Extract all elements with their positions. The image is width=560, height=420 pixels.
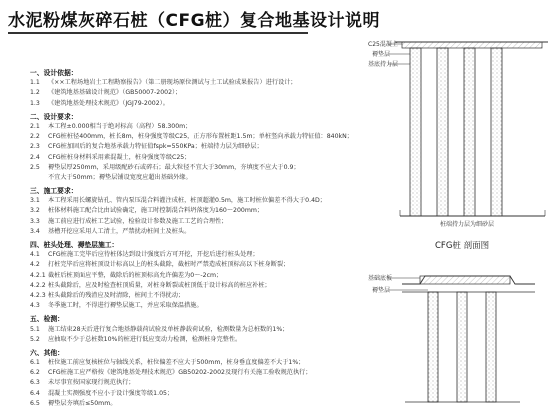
section-heading: 六、其他： [30,348,64,357]
clause-number: 4.1 [30,251,40,259]
clause-text: 基槽开挖应采用人工清土，严禁扰动桩间土及桩头。 [48,227,191,235]
section-heading: 四、桩头处理、褥垫层施工： [30,241,119,249]
clause-text: CFG桩桩径400mm，桩长8m，桩身强度等级C25，正方形布置桩距1.5m；单桩竖向承载力特征值：840kN； [48,133,353,141]
section-heading: 五、检测： [30,315,64,324]
clause-number: 2.4 [30,153,40,161]
clause-text: 不宜大于50mm；褥垫层铺设宽度应超出基础外缘。 [48,173,192,181]
pile-3 [464,48,475,216]
section-heading: 一、设计依据： [30,69,78,77]
cfg-pile-section-2 [368,274,535,402]
pile-5 [428,292,438,402]
pile-7 [486,292,496,402]
label-concrete: C25混凝土 [368,41,398,48]
pile-6 [457,292,467,402]
clause-text: 本工程采用长螺旋钻孔、管内泵压混合料灌注成桩，桩顶超灌0.5m，施工时桩位偏差不得大于0.4D； [48,197,326,205]
clause-number: 3.4 [30,227,40,235]
pile-4 [491,48,502,216]
drawing-caption: CFG桩 剖面图 [435,241,490,251]
clause-number: 1.1 [30,79,40,87]
clause-number: 6.1 [30,359,40,367]
clause-text: CFG桩桩身材料采用素混凝土，桩身强度等级C25； [48,153,191,161]
clause-text: 截桩后桩顶面应平整，截除后的桩顶标高允许偏差为0～-2cm； [48,271,223,279]
clause-number: 4.2.2 [30,281,46,289]
clause-text: 桩体材料施工配合比由试验确定，施工时控制混合料坍落度为160～200mm； [48,207,264,215]
clause-text: 桩位施工前应复核桩位与轴线关系，桩位偏差不应大于500mm，桩身垂直度偏差不大于1%； [48,359,305,367]
clause-number: 4.2 [30,261,40,269]
section-heading: 二、设计要求： [30,112,78,121]
clause-text: 《建筑地基基础设计规范》（GB50007-2002）； [48,89,182,97]
clause-number: 3.2 [30,207,40,215]
section-heading: 三、施工要求： [30,187,78,196]
pile-1 [410,48,421,216]
clause-number: 1.2 [30,89,40,97]
clause-number: 4.2.1 [30,271,46,279]
clause-number: 6.3 [30,379,40,387]
cfg-pile-section-1 [368,40,548,228]
clause-number: 2.3 [30,143,40,151]
clause-number: 2.5 [30,163,40,171]
clause-text: 施工前应进行成桩工艺试验，检验设计参数及施工工艺的合理性； [48,217,228,225]
label-foundation: 基础底板 [368,275,393,282]
clause-number: 4.2.3 [30,291,46,299]
clause-text: 施工结束28天后进行复合地基静载荷试验及单桩静载荷试验，检测数量为总桩数的1%； [48,325,289,333]
clause-number: 6.2 [30,369,40,377]
label-cushion-2: 褥垫层 [372,287,391,294]
cushion-layer-1 [402,42,542,48]
clause-text: CFG桩加固后的复合地基承载力特征值fspk=550KPa；桩端持力层为细砂层； [48,143,263,151]
clause-text: 冬季施工时，不得进行褥垫层施工，并应采取保温措施。 [48,302,203,310]
document-title: 水泥粉煤灰碎石桩（CFG桩）复合地基设计说明 [8,11,381,31]
clause-number: 5.1 [30,325,40,333]
clause-text: 桩头截除后，应及时检查桩顶质量，对桩身断裂或桩顶低于设计标高的桩应补桩； [48,281,271,289]
clause-number: 6.4 [30,389,40,397]
label-soil: 基底持力层 [368,61,399,68]
clause-number: 3.3 [30,217,40,225]
clause-text: CFG桩施工完毕后应待桩体达到设计强度后方可开挖，开挖后进行桩头处理； [48,251,259,259]
clause-text: 褥垫层厚250mm，采用级配砂石或碎石；最大粒径不宜大于30mm，夯填度不应大于0.9； [48,163,300,171]
clause-text: 褥垫层夯填后≤50mm。 [48,399,117,407]
clause-number: 2.1 [30,122,40,130]
clause-text: 未尽事宜按国家现行规范执行； [48,379,135,387]
clause-text: 混凝土实测强度不应小于设计强度等级1.05； [48,389,174,397]
clause-text: 桩头截除后的残渣应及时清除，桩间土不得扰动； [48,291,185,299]
label-bearing-layer: 桩端持力层为细砂层 [440,221,495,228]
clause-number: 1.3 [30,99,40,107]
clause-text: 《××工程场地岩土工程勘察报告》（第二册现场原位测试与土工试验成果报告）进行设计； [48,79,297,87]
clause-number: 5.2 [30,335,40,343]
clause-text: 《建筑地基处理技术规范》（JGJ79-2002）。 [48,99,169,107]
clause-number: 4.3 [30,302,40,310]
clause-text: 本工程±0.000相当于绝对标高（高程）58.300m； [48,122,192,130]
label-cushion: 褥垫层 [372,51,391,58]
pile-2 [437,48,448,216]
clause-number: 6.5 [30,399,40,407]
clause-number: 2.2 [30,133,40,141]
cushion-layer-2 [420,276,510,284]
clause-text: CFG桩施工应严格按《建筑地基处理技术规范》GB50202-2002及现行有关施工验收规范执行； [48,369,312,377]
clause-number: 3.1 [30,197,40,205]
clause-text: 应抽取不少于总桩数10%的桩进行低应变动力检测，检测桩身完整性。 [48,335,242,343]
clause-text: 打桩完毕后应将桩顶设计标高以上的桩头截除，截桩时严禁造成桩顶标高以下桩身断裂； [48,261,290,269]
